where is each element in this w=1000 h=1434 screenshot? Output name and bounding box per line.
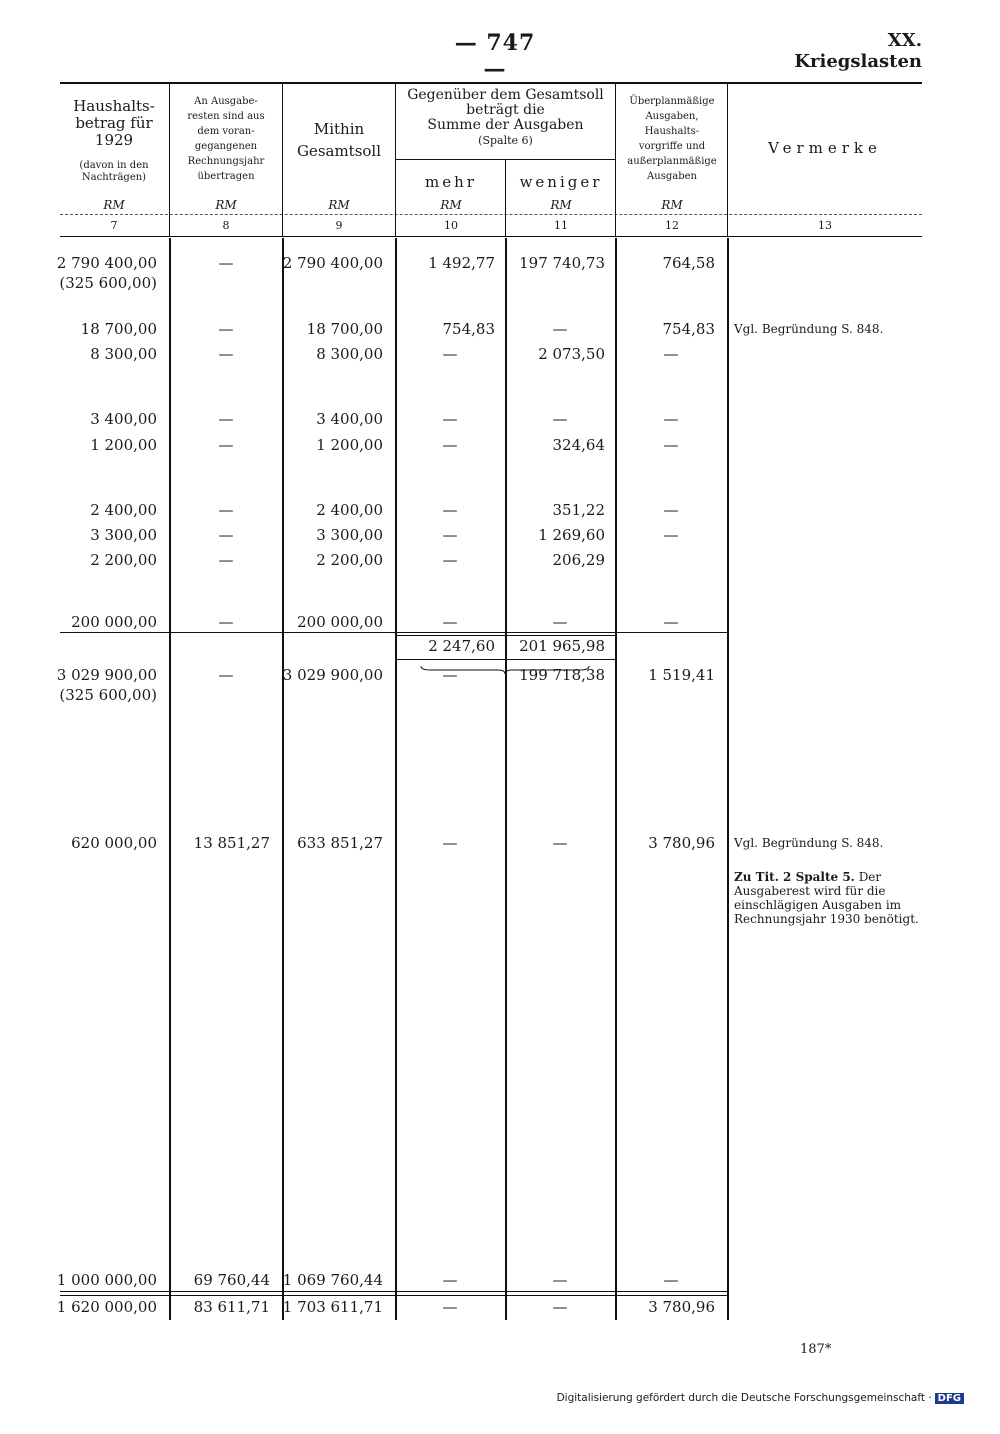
header-divider: [282, 82, 283, 236]
cell-c8: —: [218, 666, 234, 684]
remark: Vgl. Begründung S. 848.: [734, 836, 884, 850]
cell-c12: —: [663, 1271, 679, 1289]
cell-c10: —: [442, 526, 458, 544]
cell-c9: 3 029 900,00: [282, 666, 383, 684]
unit-label: RM: [550, 198, 572, 212]
header-col8: An Ausgabe- resten sind aus dem voran- gegangenen Rechnungsjahr übertragen: [187, 96, 265, 182]
cell-c9: 2 400,00: [316, 501, 383, 519]
cell-c7: 2 790 400,00: [56, 254, 157, 272]
header-bottom-rule: [60, 236, 922, 237]
unit-rule: [60, 214, 922, 215]
header-divider: [615, 82, 616, 236]
unit-label: RM: [440, 198, 462, 212]
cell-c11: —: [552, 1298, 568, 1316]
column-rule: [169, 238, 171, 1320]
cell-c11: —: [552, 1271, 568, 1289]
cell-c7: 2 400,00: [90, 501, 157, 519]
cell-c8: 83 611,71: [193, 1298, 270, 1316]
cell-c7: 2 200,00: [90, 551, 157, 569]
brace: [420, 660, 590, 670]
cell-c8: —: [218, 551, 234, 569]
cell-c10: 754,83: [442, 320, 495, 338]
cell-c9: 200 000,00: [297, 613, 383, 631]
column-number: 10: [444, 219, 458, 232]
cell-c8: —: [218, 320, 234, 338]
cell-c11: —: [552, 320, 568, 338]
cell-c11: —: [552, 613, 568, 631]
cell-c10: 2 247,60: [428, 637, 495, 655]
cell-c9: 3 300,00: [316, 526, 383, 544]
cell-c11: 324,64: [552, 436, 605, 454]
footnote-mark: 187*: [800, 1342, 832, 1357]
column-number: 8: [222, 219, 230, 232]
cell-c7: 8 300,00: [90, 345, 157, 363]
cell-c7: 200 000,00: [71, 613, 157, 631]
footer-credit: Digitalisierung gefördert durch die Deutsche Forschungsgemeinschaft · DFG: [557, 1392, 964, 1404]
remark-tit2-bold: Zu Tit. 2 Spalte 5.: [734, 870, 855, 884]
cell-c11: 201 965,98: [519, 637, 605, 655]
unit-label: RM: [103, 198, 125, 212]
cell-c10: 1 492,77: [428, 254, 495, 272]
unit-label: RM: [328, 198, 350, 212]
cell-c10: —: [442, 436, 458, 454]
cell-c10: —: [442, 410, 458, 428]
cell-c8: —: [218, 345, 234, 363]
column-number: 13: [818, 219, 832, 232]
cell-c12: 3 780,96: [648, 1298, 715, 1316]
remark: Vgl. Begründung S. 848.: [734, 322, 884, 336]
cell-c10: —: [442, 666, 458, 684]
header-col10: mehr: [425, 173, 477, 191]
cell-c12: 754,83: [662, 320, 715, 338]
unit-label: RM: [661, 198, 683, 212]
cell-c8: —: [218, 410, 234, 428]
cell-c12: —: [663, 410, 679, 428]
header-col9: Mithin Gesamtsoll: [296, 120, 382, 160]
cell-c12: 1 519,41: [648, 666, 715, 684]
cell-c10: —: [442, 613, 458, 631]
cell-c11: —: [552, 410, 568, 428]
cell-c11: 2 073,50: [538, 345, 605, 363]
remark-tit2-text: Der Ausgaberest wird für die einschlägigen Ausgaben im Rechnungsjahr 1930 benötigt.: [734, 870, 919, 926]
cell-c12: —: [663, 613, 679, 631]
header-col13: Vermerke: [768, 139, 882, 157]
header-divider: [505, 159, 506, 236]
column-rule: [395, 238, 397, 1320]
cell-c9: 1 069 760,44: [282, 1271, 383, 1289]
cell-c10: —: [442, 501, 458, 519]
cell-c8: —: [218, 501, 234, 519]
cell-c11: —: [552, 834, 568, 852]
header-col11: weniger: [519, 173, 603, 191]
cell-c7: (325 600,00): [59, 686, 157, 704]
cell-c11: 351,22: [552, 501, 605, 519]
cell-c9: 8 300,00: [316, 345, 383, 363]
cell-c8: —: [218, 526, 234, 544]
cell-c9: 1 703 611,71: [282, 1298, 383, 1316]
cell-c11: 199 718,38: [519, 666, 605, 684]
header-col12: Überplanmäßige Ausgaben, Haushalts- vorgriffe und außerplanmäßige Ausgaben: [627, 96, 717, 182]
cell-c7: 1 200,00: [90, 436, 157, 454]
header-divider: [169, 82, 170, 236]
cell-c12: 764,58: [662, 254, 715, 272]
unit-label: RM: [215, 198, 237, 212]
cell-c7: 620 000,00: [71, 834, 157, 852]
cell-c10: —: [442, 345, 458, 363]
cell-c7: 1 000 000,00: [56, 1271, 157, 1289]
cell-c8: 69 760,44: [193, 1271, 270, 1289]
cell-c8: —: [218, 436, 234, 454]
cell-c10: —: [442, 1298, 458, 1316]
remark-tit2: [734, 870, 920, 926]
cell-c8: 13 851,27: [193, 834, 270, 852]
cell-c12: —: [663, 345, 679, 363]
total-rule: [60, 1291, 728, 1292]
cell-c9: 633 851,27: [297, 834, 383, 852]
cell-c12: —: [663, 526, 679, 544]
header-divider: [727, 82, 728, 236]
column-number: 7: [110, 219, 118, 232]
header-col7: Haushalts- betrag für 1929: [73, 97, 155, 149]
cell-c10: —: [442, 551, 458, 569]
cell-c7: 3 400,00: [90, 410, 157, 428]
cell-c9: 1 200,00: [316, 436, 383, 454]
brace-icon: [420, 665, 590, 675]
cell-c7: 3 029 900,00: [56, 666, 157, 684]
cell-c12: 3 780,96: [648, 834, 715, 852]
page-number: — 747 —: [454, 30, 536, 82]
cell-c11: 197 740,73: [519, 254, 605, 272]
header-col7-sub: (davon in den Nachträgen): [79, 160, 149, 183]
cell-c9: 3 400,00: [316, 410, 383, 428]
cell-c8: —: [218, 613, 234, 631]
header-group-10-11: Gegenüber dem Gesamtsoll beträgt die Summe der Ausgaben (Spalte 6): [407, 87, 604, 147]
column-rule: [615, 238, 617, 1320]
cell-c8: —: [218, 254, 234, 272]
cell-c9: 2 200,00: [316, 551, 383, 569]
cell-c7: 1 620 000,00: [56, 1298, 157, 1316]
cell-c10: —: [442, 1271, 458, 1289]
total-rule-double: [60, 1295, 728, 1296]
header-divider: [395, 82, 396, 236]
cell-c7: 3 300,00: [90, 526, 157, 544]
column-number: 11: [554, 219, 568, 232]
dfg-logo-icon: DFG: [935, 1393, 964, 1404]
cell-c12: —: [663, 436, 679, 454]
cell-c9: 18 700,00: [306, 320, 383, 338]
cell-c7: 18 700,00: [80, 320, 157, 338]
subtotal-rule: [395, 635, 615, 636]
column-number: 9: [335, 219, 343, 232]
cell-c11: 1 269,60: [538, 526, 605, 544]
column-rule: [282, 238, 284, 1320]
column-rule: [727, 238, 729, 1320]
section-title: XX. Kriegslasten: [794, 30, 922, 72]
table-top-rule: [60, 82, 922, 84]
cell-c12: —: [663, 501, 679, 519]
cell-c10: —: [442, 834, 458, 852]
column-number: 12: [665, 219, 679, 232]
cell-c9: 2 790 400,00: [282, 254, 383, 272]
cell-c7: (325 600,00): [59, 274, 157, 292]
cell-c11: 206,29: [552, 551, 605, 569]
section-rule: [60, 632, 728, 633]
column-rule: [505, 238, 507, 1320]
